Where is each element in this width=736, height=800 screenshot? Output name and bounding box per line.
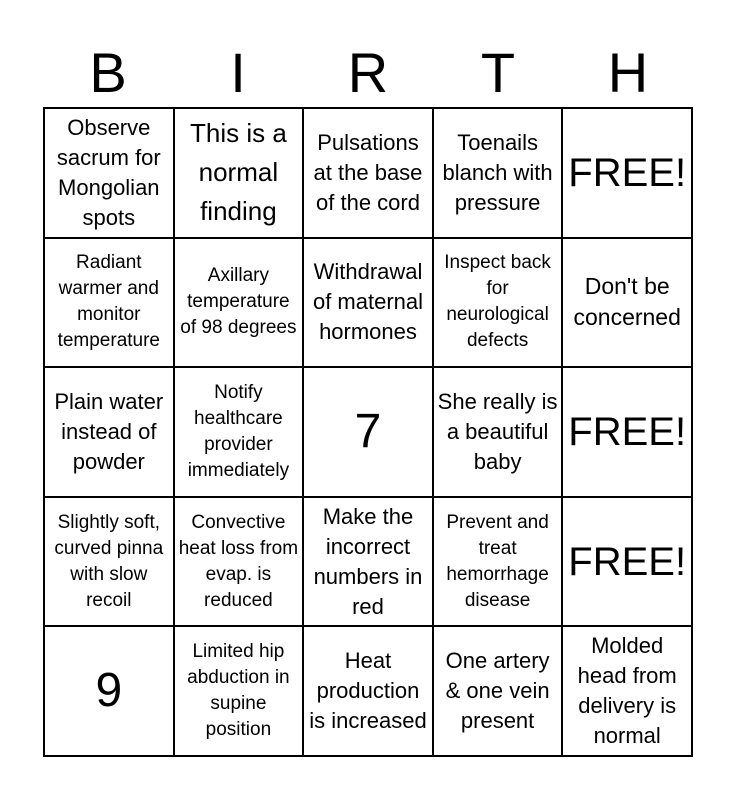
bingo-cell	[303, 238, 433, 368]
cell-text: Make the incorrect numbers in red	[313, 503, 423, 619]
free-text: FREE!	[568, 539, 687, 584]
header-letter-h: H	[607, 41, 649, 104]
header-letter-b: B	[89, 41, 127, 104]
cell-text: Prevent and treat hemorrhage disease	[446, 511, 549, 611]
bingo-cell	[303, 367, 433, 497]
cell-text: Heat production is increased	[309, 648, 427, 734]
free-text: FREE!	[568, 150, 687, 195]
cell-text: Withdrawal of maternal hormones	[312, 259, 424, 345]
free-cell	[562, 367, 692, 497]
bingo-cell	[562, 626, 692, 756]
cell-text: Axillary temperature of 98 degrees	[180, 265, 297, 339]
cell-text: Don't be concerned	[573, 273, 681, 331]
cell-text: Pulsations at the base of the cord	[313, 129, 423, 215]
bingo-cell	[44, 626, 174, 756]
cell-text: Radiant warmer and monitor temperature	[57, 252, 161, 352]
cell-text: Inspect back for neurological defects	[444, 252, 551, 352]
cell-number: 9	[95, 664, 123, 718]
free-text: FREE!	[568, 409, 687, 454]
bingo-cell	[174, 108, 304, 238]
bingo-cell	[44, 497, 174, 627]
cell-number: 7	[354, 404, 382, 458]
bingo-cell	[562, 238, 692, 368]
free-cell	[562, 497, 692, 627]
cell-text: Convective heat loss from evap. is reduced	[178, 511, 299, 611]
free-cell	[562, 108, 692, 238]
cell-text: She really is a beautiful baby	[437, 388, 558, 474]
cell-text: Plain water instead of powder	[54, 388, 164, 474]
cell-text: Notify healthcare provider immediately	[187, 381, 290, 481]
bingo-cell	[174, 367, 304, 497]
bingo-cell	[303, 108, 433, 238]
bingo-header	[43, 40, 693, 106]
cell-text: Limited hip abduction in supine position	[187, 641, 290, 741]
cell-text: Slightly soft, curved pinna with slow recoil	[54, 511, 164, 611]
header-letter-r: R	[347, 41, 389, 104]
bingo-cell	[433, 238, 563, 368]
bingo-cell	[433, 108, 563, 238]
bingo-cell	[44, 108, 174, 238]
cell-text: Observe sacrum for Mongolian spots	[56, 114, 161, 230]
header-letter-i: I	[230, 41, 246, 104]
bingo-cell	[174, 626, 304, 756]
cell-text: This is a normal finding	[189, 118, 287, 227]
bingo-cell	[303, 497, 433, 627]
bingo-cell	[174, 238, 304, 368]
cell-text: One artery & one vein present	[445, 648, 550, 734]
bingo-cell	[433, 367, 563, 497]
bingo-cell	[433, 626, 563, 756]
cell-text: Toenails blanch with pressure	[442, 129, 553, 215]
bingo-grid	[43, 107, 693, 757]
bingo-cell	[433, 497, 563, 627]
bingo-cell	[174, 497, 304, 627]
bingo-cell	[44, 367, 174, 497]
bingo-cell	[303, 626, 433, 756]
bingo-cell	[44, 238, 174, 368]
header-letter-t: T	[480, 41, 516, 104]
cell-text: Molded head from delivery is normal	[577, 633, 677, 749]
